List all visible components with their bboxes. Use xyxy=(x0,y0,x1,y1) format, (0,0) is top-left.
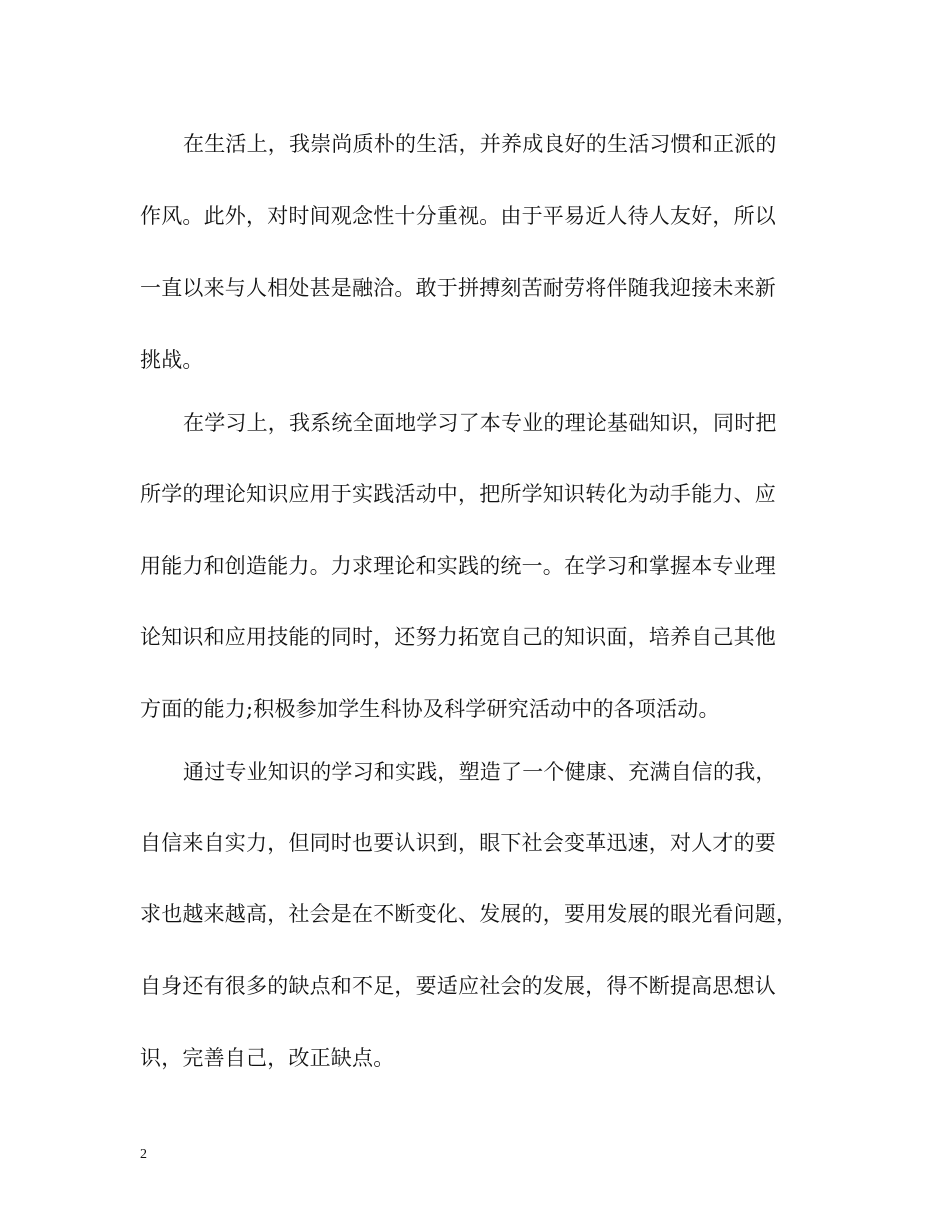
paragraph-line: 用能力和创造能力。力求理论和实践的统一。在学习和掌握本专业理 xyxy=(140,554,776,578)
paragraph-line: 自信来自实力，但同时也要认识到，眼下社会变革迅速，对人才的要 xyxy=(140,831,776,855)
paragraph-line: 方面的能力;积极参加学生科协及科学研究活动中的各项活动。 xyxy=(140,697,720,721)
paragraph-line: 作风。此外，对时间观念性十分重视。由于平易近人待人友好，所以 xyxy=(140,204,776,228)
paragraph-line: 识，完善自己，改正缺点。 xyxy=(140,1046,395,1070)
paragraph-line: 求也越来越高，社会是在不断变化、发展的，要用发展的眼光看问题， xyxy=(140,902,798,926)
paragraph-line: 通过专业知识的学习和实践，塑造了一个健康、充满自信的我， xyxy=(183,760,777,784)
paragraph-line: 在学习上，我系统全面地学习了本专业的理论基础知识，同时把 xyxy=(183,411,777,435)
paragraph-line: 自身还有很多的缺点和不足，要适应社会的发展，得不断提高思想认 xyxy=(140,974,776,998)
paragraph-line: 一直以来与人相处甚是融洽。敢于拼搏刻苦耐劳将伴随我迎接未来新 xyxy=(140,276,776,300)
paragraph-line: 所学的理论知识应用于实践活动中，把所学知识转化为动手能力、应 xyxy=(140,482,776,506)
paragraph-line: 在生活上，我崇尚质朴的生活，并养成良好的生活习惯和正派的 xyxy=(183,132,777,156)
paragraph-line: 挑战。 xyxy=(140,348,204,372)
paragraph-line: 论知识和应用技能的同时，还努力拓宽自己的知识面，培养自己其他 xyxy=(140,625,776,649)
page-number: 2 xyxy=(140,1147,147,1162)
